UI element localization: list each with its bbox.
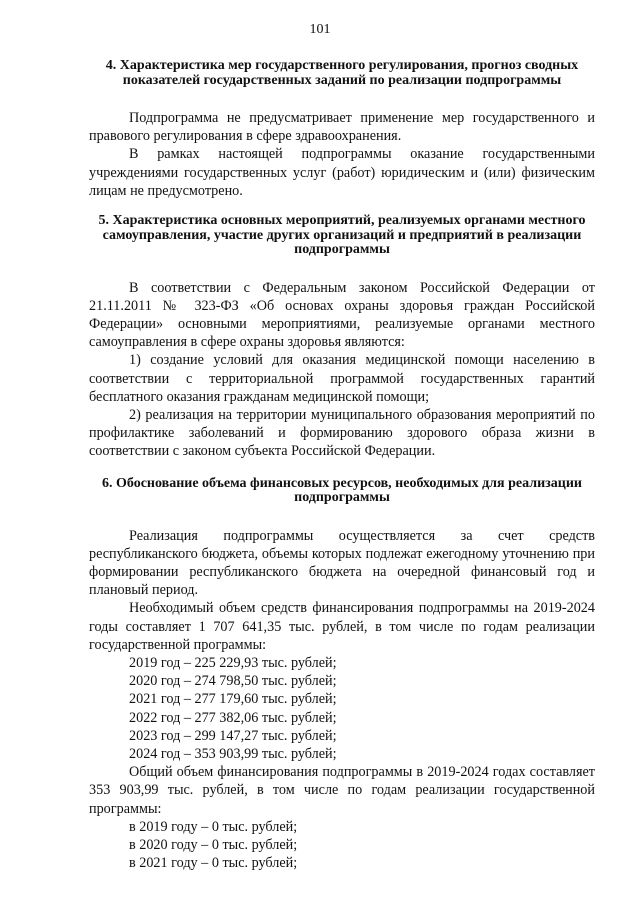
section-6-total-paragraph: Общий объем финансирования подпрограммы в 2019-2024 годах составляет 353 903,99 тыс. рублей, в том числе по годам реализации государственной программы: bbox=[89, 764, 595, 817]
funding-year-item: 2022 год – 277 382,06 тыс. рублей; bbox=[129, 709, 337, 726]
page-number: 101 bbox=[309, 22, 331, 37]
funding-year-item: 2023 год – 299 147,27 тыс. рублей; bbox=[129, 727, 337, 744]
section-4-paragraph: Подпрограмма не предусматривает применение мер государственного и правового регулирования в сфере здравоохранения. bbox=[89, 110, 595, 145]
section-4-heading: 4. Характеристика мер государственного регулирования, прогноз сводных показателей государственных заданий по реализации подпрограммы bbox=[105, 58, 579, 88]
local-funding-year-item: в 2019 году – 0 тыс. рублей; bbox=[129, 818, 298, 835]
section-6-paragraph: Реализация подпрограммы осуществляется за счет средств республиканского бюджета, объемы которых подлежат ежегодному уточнению при формировании республиканского бюджета на очередной финансовый год и плановый период. bbox=[89, 527, 595, 599]
funding-year-item: 2020 год – 274 798,50 тыс. рублей; bbox=[129, 673, 337, 690]
section-5-list-item: 2) реализация на территории муниципального образования мероприятий по профилактике заболеваний и формированию здорового образа жизни в соответствии с законом субъекта Российской Федерации. bbox=[89, 406, 595, 460]
funding-year-item: 2019 год – 225 229,93 тыс. рублей; bbox=[129, 654, 337, 671]
section-4-paragraph: В рамках настоящей подпрограммы оказание государственными учреждениями государственных услуг (работ) юридическим и (или) физическим лицам не предусмотрено. bbox=[89, 146, 595, 199]
local-funding-year-item: в 2020 году – 0 тыс. рублей; bbox=[129, 837, 298, 853]
funding-year-item: 2024 год – 353 903,99 тыс. рублей; bbox=[129, 745, 337, 762]
section-6-paragraph: Необходимый объем средств финансирования подпрограммы на 2019-2024 годы составляет 1 707 641,35 тыс. рублей, в том числе по годам реализации государственной программы: bbox=[89, 600, 595, 653]
page-content bbox=[89, 59, 595, 872]
section-5-list-item: 1) создание условий для оказания медицинской помощи населению в соответствии с территориальной программой государственных гарантий бесплатного оказания гражданам медицинской помощи; bbox=[89, 352, 595, 405]
section-6-heading: 6. Обоснование объема финансовых ресурсов, необходимых для реализации подпрограммы bbox=[102, 475, 582, 506]
local-funding-year-item: в 2021 году – 0 тыс. рублей; bbox=[129, 855, 298, 872]
section-5-heading: 5. Характеристика основных мероприятий, реализуемых органами местного самоуправления, участие других организаций и предприятий в реализации подпрограммы bbox=[98, 213, 586, 258]
funding-year-item: 2021 год – 277 179,60 тыс. рублей; bbox=[129, 691, 337, 708]
section-5-paragraph: В соответствии с Федеральным законом Российской Федерации от 21.11.2011 № 323-ФЗ «Об основах охраны здоровья граждан Российской Федерации» основными мероприятиями, реализуемые органами местного самоуправления в сфере охраны здоровья являются: bbox=[89, 279, 595, 351]
